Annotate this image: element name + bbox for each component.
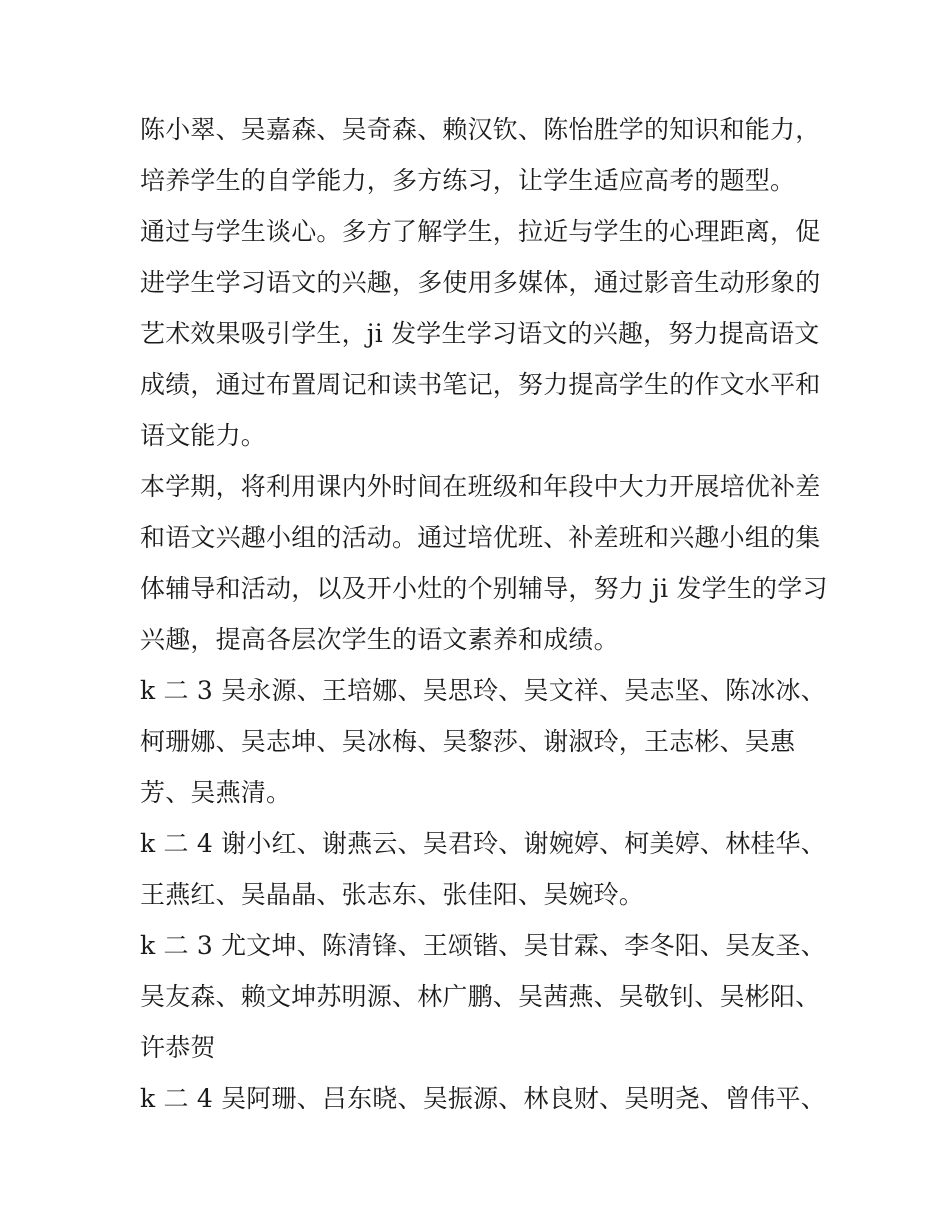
text-line: 语文能力。 — [140, 421, 267, 450]
paragraph-1 — [140, 104, 820, 206]
text-line: 本学期，将利用课内外时间在班级和年段中大力开展培优补差 — [140, 472, 821, 501]
paragraph-4 — [140, 665, 826, 818]
text-line: 和语文兴趣小组的活动。通过培优班、补差班和兴趣小组的集 — [140, 523, 821, 552]
text-line: 体辅导和活动，以及开小灶的个别辅导，努力 ji 发学生的学习 — [140, 574, 828, 603]
text-line: 许恭贺 — [140, 1033, 216, 1062]
text-line: k 二 4 吴阿珊、吕东晓、吴振源、林良财、吴明尧、曾伟平、 — [140, 1084, 826, 1113]
paragraph-6 — [140, 920, 826, 1073]
text-line: 柯珊娜、吴志坤、吴冰梅、吴黎莎、谢淑玲，王志彬、吴惠 — [140, 727, 796, 756]
text-line: 兴趣，提高各层次学生的语文素养和成绩。 — [140, 625, 619, 654]
text-line: k 二 4 谢小红、谢燕云、吴君玲、谢婉婷、柯美婷、林桂华、 — [140, 829, 826, 858]
paragraph-5 — [140, 818, 826, 920]
text-line: 培养学生的自学能力，多方练习，让学生适应高考的题型。 — [140, 166, 796, 195]
document-body — [140, 104, 828, 1124]
text-line: 艺术效果吸引学生，ji 发学生学习语文的兴趣，努力提高语文 — [140, 319, 820, 348]
paragraph-2 — [140, 206, 820, 461]
paragraph-3 — [140, 461, 828, 665]
text-line: k 二 3 吴永源、王培娜、吴思玲、吴文祥、吴志坚、陈冰冰、 — [140, 676, 826, 705]
text-line: k 二 3 尤文坤、陈清锋、王颂锴、吴甘霖、李冬阳、吴友圣、 — [140, 931, 826, 960]
text-line: 成绩，通过布置周记和读书笔记，努力提高学生的作文水平和 — [140, 370, 821, 399]
text-line: 进学生学习语文的兴趣，多使用多媒体，通过影音生动形象的 — [140, 268, 821, 297]
text-line: 通过与学生谈心。多方了解学生，拉近与学生的心理距离，促 — [140, 217, 821, 246]
text-line: 王燕红、吴晶晶、张志东、张佳阳、吴婉玲。 — [140, 880, 645, 909]
text-line: 芳、吴燕清。 — [140, 778, 292, 807]
paragraph-7 — [140, 1073, 826, 1124]
text-line: 吴友森、赖文坤苏明源、林广鹏、吴茜燕、吴敬钊、吴彬阳、 — [140, 982, 821, 1011]
text-line: 陈小翠、吴嘉森、吴奇森、赖汉钦、陈怡胜学的知识和能力， — [140, 115, 821, 144]
